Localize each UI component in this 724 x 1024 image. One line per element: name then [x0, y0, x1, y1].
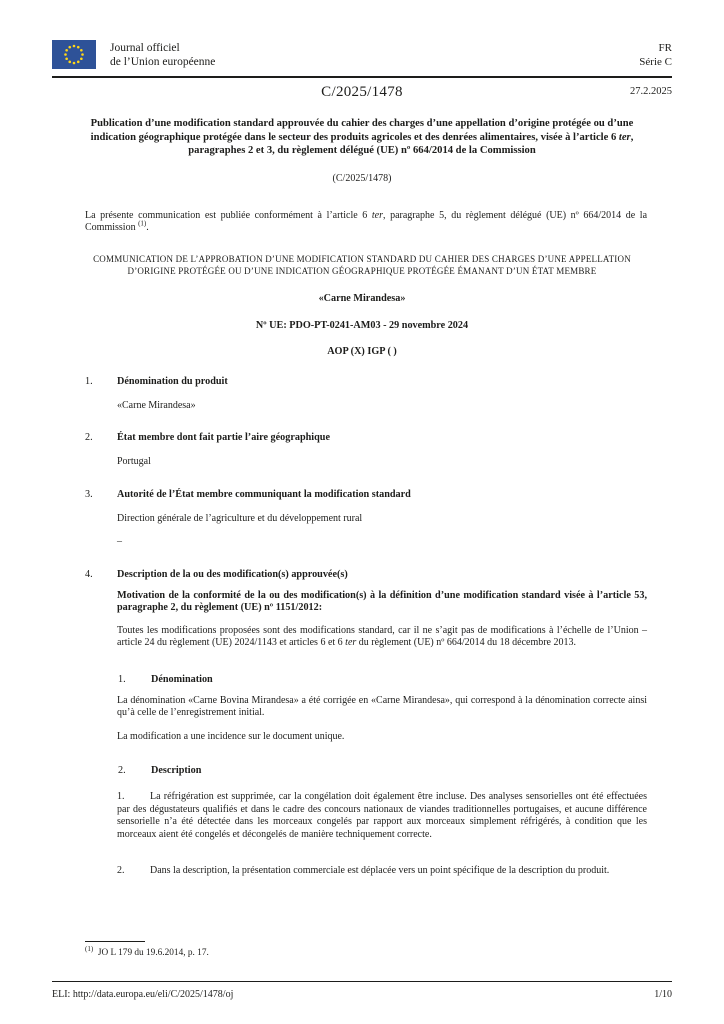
document-reference: (C/2025/1478) — [332, 172, 392, 184]
section-2-body: Portugal — [117, 456, 151, 467]
section-number: 2. — [85, 432, 93, 443]
section-4-heading — [85, 568, 647, 581]
eu-registration-number: Nº UE: PDO-PT-0241-AM03 - 29 novembre 2024 — [255, 319, 469, 331]
motivation-paragraph: Motivation de la conformité de la ou des modification(s) à la définition d’une modification standard visée à l’article 53, paragraphe 2, du règlement (UE) nº 1151/2012: — [117, 589, 647, 613]
item-text: La réfrigération est supprimée, car la congélation doit également être incluse. Des analyses sensorielles ont été effectuées par des dégustateurs qualifiés et dans le cadre des concours nationaux de viandes traditionnelles portugaises, et aucune différence sensorielle n’a été détectée dans les morceaux congelés par rapport aux morceaux simplement réfrigérés, à condition que les morceaux aient été congelés et décongelés de manière techniquement correcte. — [117, 791, 647, 840]
subsection-1-paragraph: La modification a une incidence sur le document unique. — [117, 730, 345, 742]
footnote-text: JO L 179 du 19.6.2014, p. 17. — [97, 948, 209, 958]
journal-title-line1: Journal officiel — [110, 42, 180, 54]
series-label: Série C — [639, 56, 672, 68]
journal-title — [110, 40, 215, 69]
journal-header — [52, 40, 672, 70]
header-lang-series — [639, 40, 672, 69]
document-number-row — [52, 84, 672, 104]
overview-text: Toutes les modifications proposées sont des modifications standard, car il ne s’agit pas de modifications à l’échelle de l’Union – article 24 du règlement (UE) 2024/1143 et articles 6 et 6 — [117, 624, 647, 648]
section-number: 4. — [85, 568, 93, 580]
subsection-heading-text: Dénomination — [151, 673, 213, 685]
footnote-block — [85, 941, 647, 959]
product-name: «Carne Mirandesa» — [318, 292, 406, 304]
subsection-1-heading — [118, 673, 647, 686]
publication-date: 27.2.2025 — [630, 86, 672, 97]
item-text: Dans la description, la présentation commerciale est déplacée vers un point spécifique de la description du produit. — [150, 865, 610, 876]
footnote-rule — [85, 941, 145, 942]
footnote-line — [85, 944, 647, 959]
document-title — [79, 117, 645, 158]
page-number: 1/10 — [654, 989, 672, 1000]
description-item — [117, 865, 647, 878]
section-3-heading — [85, 488, 647, 501]
language-code: FR — [658, 42, 672, 54]
aop-igp-line: AOP (X) IGP ( ) — [327, 345, 397, 357]
subsection-2-heading — [118, 764, 647, 777]
subsection-number: 1. — [118, 673, 126, 685]
overview-text-2: du règlement (UE) nº 664/2014 du 18 décembre 2013. — [356, 637, 576, 648]
journal-title-line2: de l’Union européenne — [110, 56, 216, 68]
section-number: 3. — [85, 488, 93, 500]
eli-link[interactable]: ELI: http://data.europa.eu/eli/C/2025/1478/oj — [52, 989, 234, 1000]
subsection-1-paragraph: La dénomination «Carne Bovina Mirandesa» a été corrigée en «Carne Mirandesa», qui correspond à la dénomination correcte ainsi qu’à celle de l’enregistrement initial. — [117, 694, 647, 718]
section-number: 1. — [85, 375, 93, 387]
communication-statement: COMMUNICATION DE L’APPROBATION D’UNE MODIFICATION STANDARD DU CAHIER DES CHARGES D’UNE APPELLATION D’ORIGINE PROTÉGÉE OU D’UNE INDICATION GÉOGRAPHIQUE PROTÉGÉE ÉMANANT D’UN ÉTAT MEMBRE — [93, 253, 631, 276]
intro-text-3: . — [146, 222, 149, 233]
intro-text: La présente communication est publiée conformément à l’article 6 — [85, 209, 372, 221]
intro-text-2: , paragraphe 5, du règlement délégué (UE) nº 664/2014 de la Commission — [85, 209, 648, 233]
section-2-heading — [85, 431, 647, 444]
title-text-2: , paragraphes 2 et 3, du règlement délégué (UE) nº 664/2014 de la Commission — [188, 131, 634, 156]
intro-paragraph — [85, 210, 647, 235]
subsection-heading-text: Description — [151, 765, 202, 776]
item-number: 2. — [117, 865, 125, 876]
section-heading-text: Dénomination du produit — [117, 375, 228, 387]
overview-paragraph — [117, 625, 647, 650]
footnote-reference: (1) — [138, 219, 147, 228]
title-text: Publication d’une modification standard approuvée du cahier des charges d’une appellation d’origine protégée ou d’une indication géographique protégée dans le secteur des produits agricoles et des denrées alimentaires, visée à l’article 6 — [90, 118, 634, 143]
description-item — [117, 791, 647, 841]
overview-ter-italic: ter — [345, 637, 357, 648]
page-footer — [52, 981, 672, 1000]
section-heading-text: Description de la ou des modification(s) approuvée(s) — [117, 568, 348, 580]
title-ter-italic: ter — [618, 131, 631, 143]
section-3-body: Direction générale de l’agriculture et du développement rural — [117, 512, 363, 524]
subsection-number: 2. — [118, 765, 126, 776]
footnote-marker: (1) — [85, 944, 94, 953]
section-heading-text: État membre dont fait partie l’aire géographique — [117, 432, 330, 443]
section-heading-text: Autorité de l’État membre communiquant la modification standard — [117, 488, 411, 500]
section-3-dash: – — [117, 536, 122, 547]
header-rule — [52, 76, 672, 78]
intro-ter-italic: ter — [371, 209, 383, 221]
section-1-heading — [85, 375, 647, 388]
item-number: 1. — [117, 791, 125, 802]
document-number: C/2025/1478 — [321, 84, 403, 100]
eu-flag-icon — [52, 40, 96, 69]
section-1-body: «Carne Mirandesa» — [117, 399, 196, 411]
